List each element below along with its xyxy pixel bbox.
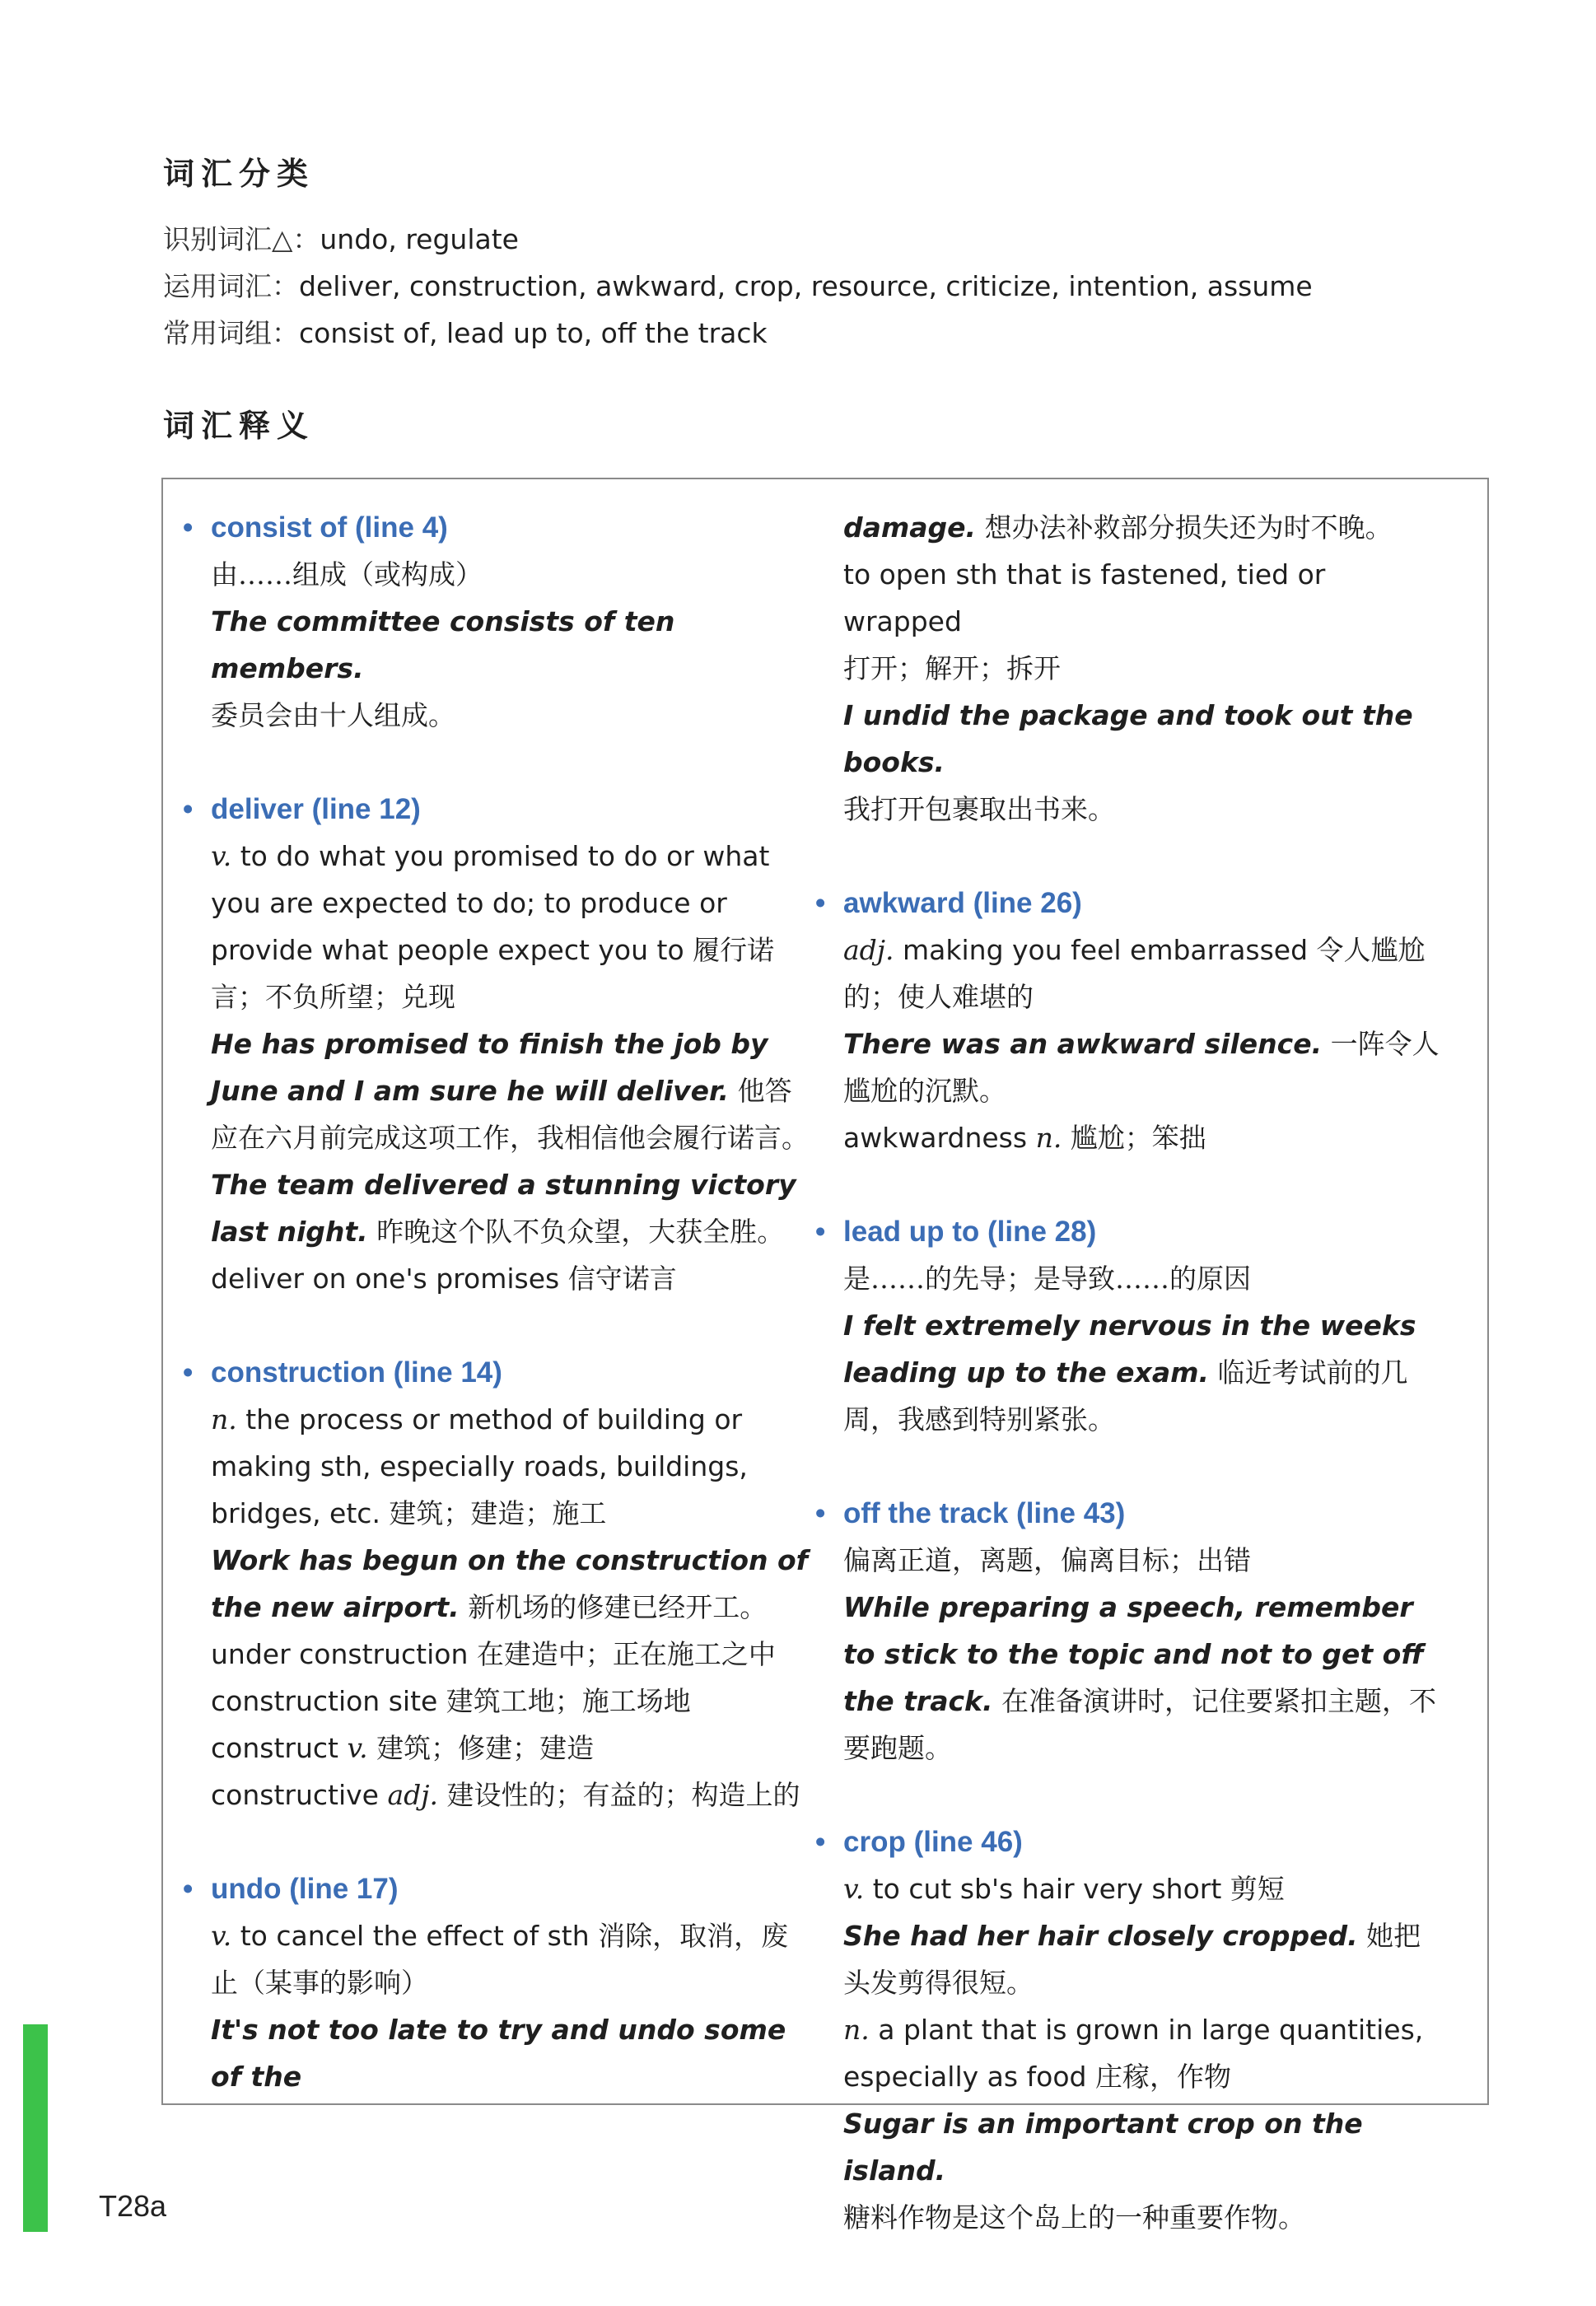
- classification-list: [163, 216, 1313, 357]
- part-of-speech: v.: [211, 1920, 232, 1952]
- definition-line: [211, 833, 812, 1020]
- bullet-icon: •: [183, 1873, 194, 1905]
- classification-line: [163, 310, 1313, 357]
- headword-text: crop (line 46): [843, 1826, 1023, 1858]
- headword-text: awkward (line 26): [843, 887, 1082, 919]
- example-sentence: While preparing a speech, remember to stick to the topic and not to get off the track.: [843, 1591, 1424, 1717]
- definition-text: 我打开包裹取出书来。: [843, 793, 1115, 825]
- vocab-entry: [815, 1818, 1447, 2241]
- definition-text: the process or method of building or making sth, especially roads, buildings, bridges, etc. 建筑；建造；施工: [211, 1403, 748, 1529]
- classification-label: 常用词组：: [163, 317, 299, 349]
- definition-text: making you feel embarrassed 令人尴尬的；使人难堪的: [843, 934, 1426, 1013]
- word-form: constructive: [211, 1779, 388, 1811]
- classification-line: [163, 263, 1313, 310]
- example-sentence: He has promised to finish the job by June and I am sure he will deliver.: [211, 1028, 768, 1107]
- definition-text: 建设性的；有益的；构造上的: [437, 1779, 800, 1811]
- headword-text: off the track (line 43): [843, 1497, 1126, 1529]
- accent-bar: [23, 2024, 48, 2232]
- definition-text: 由……组成（或构成）: [211, 558, 483, 591]
- definition-line: [211, 2006, 812, 2100]
- definition-line: [843, 1255, 1447, 1302]
- definition-line: [843, 504, 1447, 551]
- vocab-entry: [183, 1865, 812, 2100]
- definition-line: [211, 551, 812, 598]
- definition-line: [211, 1396, 812, 1537]
- example-sentence: The committee consists of ten members.: [211, 605, 675, 684]
- headword-text: consist of (line 4): [211, 511, 448, 544]
- headword: [815, 1490, 1447, 1537]
- section-title-classification: 词汇分类: [163, 156, 315, 192]
- definitions-box: [161, 478, 1489, 2234]
- definitions-column-left: [183, 504, 812, 2100]
- classification-words: consist of, lead up to, off the track: [299, 317, 768, 349]
- definition-text: 委员会由十人组成。: [211, 699, 455, 731]
- headword: [183, 1865, 812, 1912]
- definition-line: [211, 1161, 812, 1255]
- bullet-icon: •: [815, 887, 826, 919]
- definition-line: [843, 692, 1447, 786]
- definition-line: [211, 1631, 812, 1678]
- definition-text: to cut sb's hair very short 剪短: [864, 1873, 1285, 1905]
- definition-text: under construction 在建造中；正在施工之中: [211, 1638, 776, 1670]
- example-sentence: There was an awkward silence.: [843, 1028, 1323, 1060]
- example-translation: 他答应在六月前完成这项工作，我相信他会履行诺言。: [211, 1075, 809, 1154]
- example-sentence: She had her hair closely cropped.: [843, 1920, 1358, 1952]
- example-sentence: It's not too late to try and undo some of the: [211, 2014, 786, 2093]
- vocab-entry: [183, 504, 812, 739]
- part-of-speech: n.: [211, 1403, 237, 1435]
- section-title-definitions: 词汇释义: [163, 408, 315, 444]
- part-of-speech: n.: [1035, 1122, 1062, 1154]
- definition-text: to open sth that is fastened, tied or wrapped: [843, 558, 1326, 637]
- bullet-icon: •: [815, 1497, 826, 1529]
- definition-line: [211, 1678, 812, 1725]
- vocab-entry: [183, 786, 812, 1302]
- bullet-icon: •: [815, 1826, 826, 1858]
- word-form: construct: [211, 1732, 348, 1764]
- example-sentence: Work has begun on the construction of the new airport.: [211, 1544, 809, 1623]
- definition-line: [843, 1584, 1447, 1772]
- headword-text: undo (line 17): [211, 1873, 399, 1905]
- definition-line: [843, 1865, 1447, 1912]
- classification-words: undo, regulate: [320, 223, 519, 255]
- example-translation: 一阵令人尴尬的沉默。: [843, 1028, 1440, 1107]
- example-translation: 临近考试前的几周，我感到特别紧张。: [843, 1356, 1408, 1435]
- definition-line: [211, 1020, 812, 1161]
- definition-text: 建筑；修建；建造: [367, 1732, 595, 1764]
- bullet-icon: •: [183, 511, 194, 544]
- part-of-speech: n.: [843, 2014, 870, 2046]
- definition-text: 是……的先导；是导致……的原因: [843, 1263, 1251, 1295]
- headword: [815, 1818, 1447, 1865]
- example-sentence: The team delivered a stunning victory last night.: [211, 1169, 796, 1248]
- classification-words: deliver, construction, awkward, crop, resource, criticize, intention, assume: [299, 270, 1313, 302]
- definition-line: [843, 1020, 1447, 1114]
- bullet-icon: •: [815, 1216, 826, 1248]
- example-translation: 新机场的修建已经开工。: [459, 1591, 768, 1623]
- classification-label: 运用词汇：: [163, 270, 299, 302]
- example-translation: 昨晚这个队不负众望，大获全胜。: [367, 1216, 785, 1248]
- definition-line: [211, 1912, 812, 2006]
- example-sentence: I felt extremely nervous in the weeks leading up to the exam.: [843, 1309, 1416, 1389]
- definition-line: [843, 2194, 1447, 2241]
- headword-text: lead up to (line 28): [843, 1216, 1097, 1248]
- example-translation: 她把头发剪得很短。: [843, 1920, 1421, 1999]
- part-of-speech: v.: [347, 1732, 368, 1764]
- definition-line: [211, 598, 812, 692]
- definition-line: [211, 1537, 812, 1631]
- part-of-speech: adj.: [387, 1779, 438, 1811]
- definition-line: [843, 1912, 1447, 2006]
- headword-text: deliver (line 12): [211, 793, 421, 825]
- headword: [183, 786, 812, 833]
- definition-text: deliver on one's promises 信守诺言: [211, 1263, 677, 1295]
- example-translation: 想办法补救部分损失还为时不晚。: [976, 511, 1393, 544]
- headword: [183, 1349, 812, 1396]
- definition-line: [843, 645, 1447, 692]
- headword: [183, 504, 812, 551]
- definition-line: [843, 2100, 1447, 2194]
- definition-line: [843, 1302, 1447, 1443]
- example-sentence: Sugar is an important crop on the island.: [843, 2108, 1363, 2187]
- definition-line: [211, 1772, 812, 1818]
- page-number: T28a: [99, 2189, 167, 2223]
- definition-line: [211, 1255, 812, 1302]
- definition-text: 偏离正道，离题，偏离目标；出错: [843, 1544, 1251, 1576]
- definition-line: [211, 692, 812, 739]
- definition-line: [843, 1114, 1447, 1161]
- definition-line: [843, 786, 1447, 833]
- headword: [815, 1208, 1447, 1255]
- definition-line: [211, 1725, 812, 1772]
- vocab-entry: [815, 1208, 1447, 1443]
- vocab-entry: [815, 880, 1447, 1161]
- headword-text: construction (line 14): [211, 1356, 502, 1389]
- part-of-speech: adj.: [843, 934, 894, 966]
- definition-line: [843, 1537, 1447, 1584]
- classification-label: 识别词汇△：: [163, 223, 320, 255]
- example-sentence: damage.: [843, 511, 977, 544]
- definition-text: 尴尬；笨拙: [1062, 1122, 1206, 1154]
- definition-text: to cancel the effect of sth 消除，取消，废止（某事的影响）: [211, 1920, 789, 1999]
- definition-text: 糖料作物是这个岛上的一种重要作物。: [843, 2201, 1305, 2234]
- definition-line: [843, 2006, 1447, 2100]
- part-of-speech: v.: [211, 840, 232, 872]
- definition-line: [843, 551, 1447, 645]
- vocab-entry: [183, 1349, 812, 1818]
- bullet-icon: •: [183, 793, 194, 825]
- classification-line: [163, 216, 1313, 263]
- continued-entry-undo: [843, 504, 1447, 833]
- word-form: awkwardness: [843, 1122, 1036, 1154]
- part-of-speech: v.: [843, 1873, 865, 1905]
- example-translation: 在准备演讲时，记住要紧扣主题，不要跑题。: [843, 1685, 1436, 1764]
- definition-text: a plant that is grown in large quantities, especially as food 庄稼，作物: [843, 2014, 1424, 2093]
- vocab-entry: [815, 1490, 1447, 1772]
- headword: [815, 880, 1447, 927]
- definition-line: [843, 927, 1447, 1020]
- definition-text: 打开；解开；拆开: [843, 652, 1061, 684]
- bullet-icon: •: [183, 1356, 194, 1389]
- example-sentence: I undid the package and took out the books.: [843, 699, 1413, 778]
- definition-text: construction site 建筑工地；施工场地: [211, 1685, 691, 1717]
- definition-text: to do what you promised to do or what you are expected to do; to produce or provide what people expect you to 履行诺言；不负所望；兑现: [211, 840, 775, 1013]
- definitions-column-right: [815, 504, 1447, 2241]
